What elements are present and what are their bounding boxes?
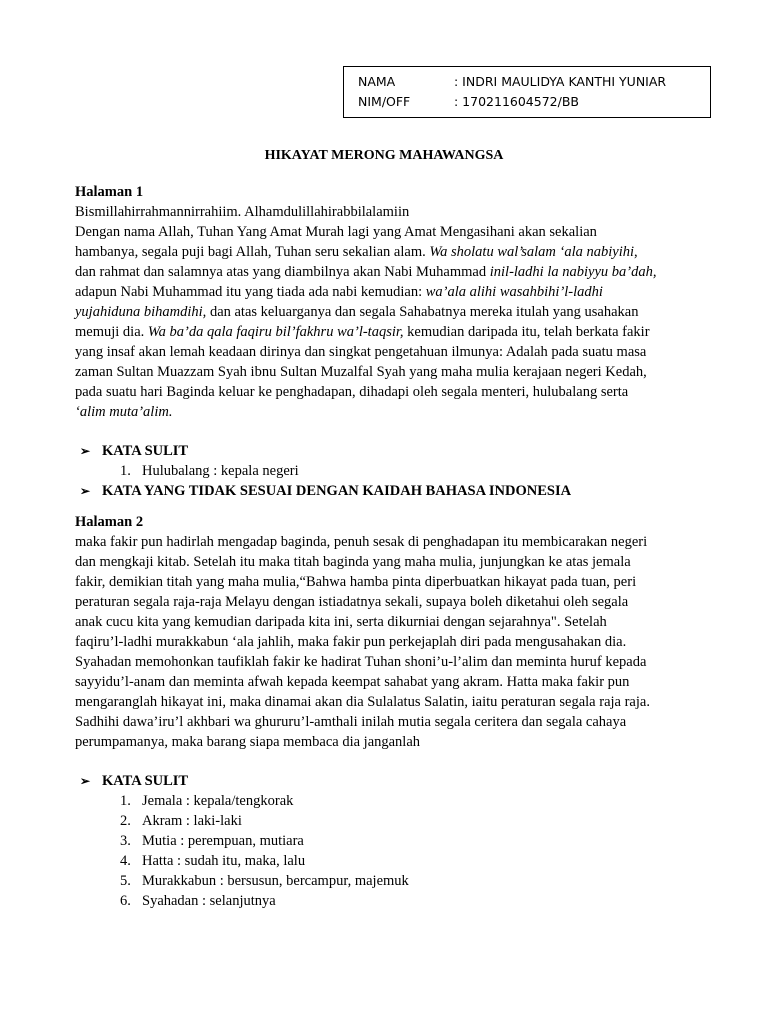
page1-line: Dengan nama Allah, Tuhan Yang Amat Murah lagi yang Amat Mengasihani akan sekalian bbox=[75, 224, 597, 240]
page2-line: fakir, demikian titah yang maha mulia,“Bahwa hamba pinta diperbuatkan hikayat pada tuan, peri bbox=[75, 574, 637, 590]
list-item bbox=[75, 831, 715, 851]
text-run: adapun Nabi Muhammad itu yang tiada ada nabi kemudian: bbox=[75, 284, 426, 300]
page2-line: mengaranglah hikayat ini, maka dinamai akan dia Sulalatus Salatin, iaitu peraturan segala raja raja. bbox=[75, 694, 650, 710]
list-text: Jemala : kepala/tengkorak bbox=[142, 793, 294, 809]
list-text: Hulubalang : kepala negeri bbox=[142, 463, 299, 479]
list-item bbox=[75, 851, 715, 871]
page1-line bbox=[75, 242, 715, 262]
page1-line: zaman Sultan Muazzam Syah ibnu Sultan Muzalfal Syah yang maha mulia kerajaan negeri Kedah, bbox=[75, 364, 647, 380]
page2-line: anak cucu kita yang kemudian daripada kita ini, serta dikurniai dengan sejarahnya". Setelah bbox=[75, 614, 607, 630]
arrow-bullet-icon: ➢ bbox=[80, 484, 91, 498]
page1-line bbox=[75, 322, 715, 342]
arabic-phrase: yujahiduna bihamdihi, bbox=[75, 304, 207, 320]
arabic-phrase: wa’ala alihi wasahbihi’l-ladhi bbox=[425, 284, 603, 300]
page2-line: faqiru’l-ladhi murakkabun ‘ala jahlih, maka fakir pun perkejaplah diri pada mengusahakan dia. bbox=[75, 634, 627, 650]
page2-line: sayyidu’l-anam dan meminta afwah kepada keempat sahabat yang akram. Hatta maka fakir pun bbox=[75, 674, 630, 690]
page2-heading: Halaman 2 bbox=[75, 514, 144, 530]
list-item bbox=[75, 871, 715, 891]
kata-sulit-heading-label: KATA SULIT bbox=[102, 773, 189, 789]
text-run: dan rahmat dan salamnya atas yang diambilnya akan Nabi Muhammad bbox=[75, 264, 490, 280]
student-id-box bbox=[343, 66, 711, 118]
list-item bbox=[75, 461, 715, 481]
list-item bbox=[75, 791, 715, 811]
page2-line: Sadhihi dawa’iru’l akhbari wa ghururu’l-amthali inilah mutia segala ceritera dan segala cahaya bbox=[75, 714, 627, 730]
arabic-phrase: inil-ladhi la nabiyyu ba’dah, bbox=[489, 264, 657, 280]
nim-row bbox=[358, 92, 710, 112]
list-number: 1. bbox=[120, 463, 131, 479]
kata-sulit-heading bbox=[75, 771, 715, 791]
page1-line bbox=[75, 302, 715, 322]
document-title: HIKAYAT MERONG MAHAWANGSA bbox=[264, 148, 504, 163]
page1-line bbox=[75, 282, 715, 302]
page1-line: yang insaf akan lemah keadaan dirinya dan singkat pengetahuan ilmunya: Adalah pada suatu masa bbox=[75, 344, 647, 360]
page2-line: dan mengkaji kitab. Setelah itu maka titah baginda yang maha mulia, junjungkan ke atas jemala bbox=[75, 554, 631, 570]
list-number: 3. bbox=[120, 833, 131, 849]
list-item bbox=[75, 891, 715, 911]
list-number: 2. bbox=[120, 813, 131, 829]
list-item bbox=[75, 811, 715, 831]
name-label: NAMA bbox=[358, 74, 396, 89]
name-row bbox=[358, 72, 710, 92]
name-value: : INDRI MAULIDYA KANTHI YUNIAR bbox=[454, 74, 667, 89]
page2-line: peraturan segala raja-raja Melayu dengan istiadatnya sekali, supaya boleh diketahui oleh segala bbox=[75, 594, 629, 610]
arabic-phrase: Wa ba’da qala faqiru bil’fakhru wa’l-taqsir, bbox=[147, 324, 404, 340]
page1-heading: Halaman 1 bbox=[75, 184, 144, 200]
page1-line: ‘alim muta’alim. bbox=[75, 404, 173, 420]
list-text: Syahadan : selanjutnya bbox=[142, 893, 276, 909]
list-text: Akram : laki-laki bbox=[142, 813, 242, 829]
page1-line: Bismillahirrahmannirrahiim. Alhamdulillahirabbilalamiin bbox=[75, 204, 410, 220]
text-run: hambanya, segala puji bagi Allah, Tuhan seru sekalian alam. bbox=[75, 244, 430, 260]
page1-section bbox=[75, 182, 715, 501]
list-number: 6. bbox=[120, 893, 131, 909]
arabic-phrase: Wa sholatu wal’salam ‘ala nabiyihi bbox=[429, 244, 635, 260]
text-run: kemudian daripada itu, telah berkata fakir bbox=[403, 324, 650, 340]
page1-line: pada suatu hari Baginda keluar ke penghadapan, dihadapi oleh segala menteri, hulubalang serta bbox=[75, 384, 629, 400]
kaidah-heading-label: KATA YANG TIDAK SESUAI DENGAN KAIDAH BAHASA INDONESIA bbox=[102, 483, 572, 499]
spacer bbox=[75, 422, 715, 441]
page2-line: Syahadan memohonkan taufiklah fakir ke hadirat Tuhan shoni’u-l’alim dan meminta huruf kepada bbox=[75, 654, 647, 670]
text-run: dan atas keluarganya dan segala Sahabatnya mereka itulah yang usahakan bbox=[206, 304, 639, 320]
kata-sulit-heading-label: KATA SULIT bbox=[102, 443, 189, 459]
page2-line: perumpamanya, maka barang siapa membaca dia janganlah bbox=[75, 734, 421, 750]
list-text: Mutia : perempuan, mutiara bbox=[142, 833, 304, 849]
text-run: , bbox=[634, 244, 638, 260]
list-number: 1. bbox=[120, 793, 131, 809]
nim-label: NIM/OFF bbox=[358, 94, 411, 109]
arrow-bullet-icon: ➢ bbox=[80, 774, 91, 788]
kaidah-heading bbox=[75, 481, 715, 501]
kata-sulit-heading bbox=[75, 441, 715, 461]
arrow-bullet-icon: ➢ bbox=[80, 444, 91, 458]
list-number: 5. bbox=[120, 873, 131, 889]
text-run: memuji dia. bbox=[75, 324, 148, 340]
page2-line: maka fakir pun hadirlah mengadap baginda, penuh sesak di penghadapan itu membicarakan negeri bbox=[75, 534, 648, 550]
spacer bbox=[75, 752, 715, 771]
page1-line bbox=[75, 262, 715, 282]
list-text: Murakkabun : bersusun, bercampur, majemuk bbox=[142, 873, 409, 889]
nim-value: : 170211604572/BB bbox=[454, 94, 579, 109]
list-text: Hatta : sudah itu, maka, lalu bbox=[142, 853, 306, 869]
page2-section bbox=[75, 512, 715, 911]
list-number: 4. bbox=[120, 853, 131, 869]
